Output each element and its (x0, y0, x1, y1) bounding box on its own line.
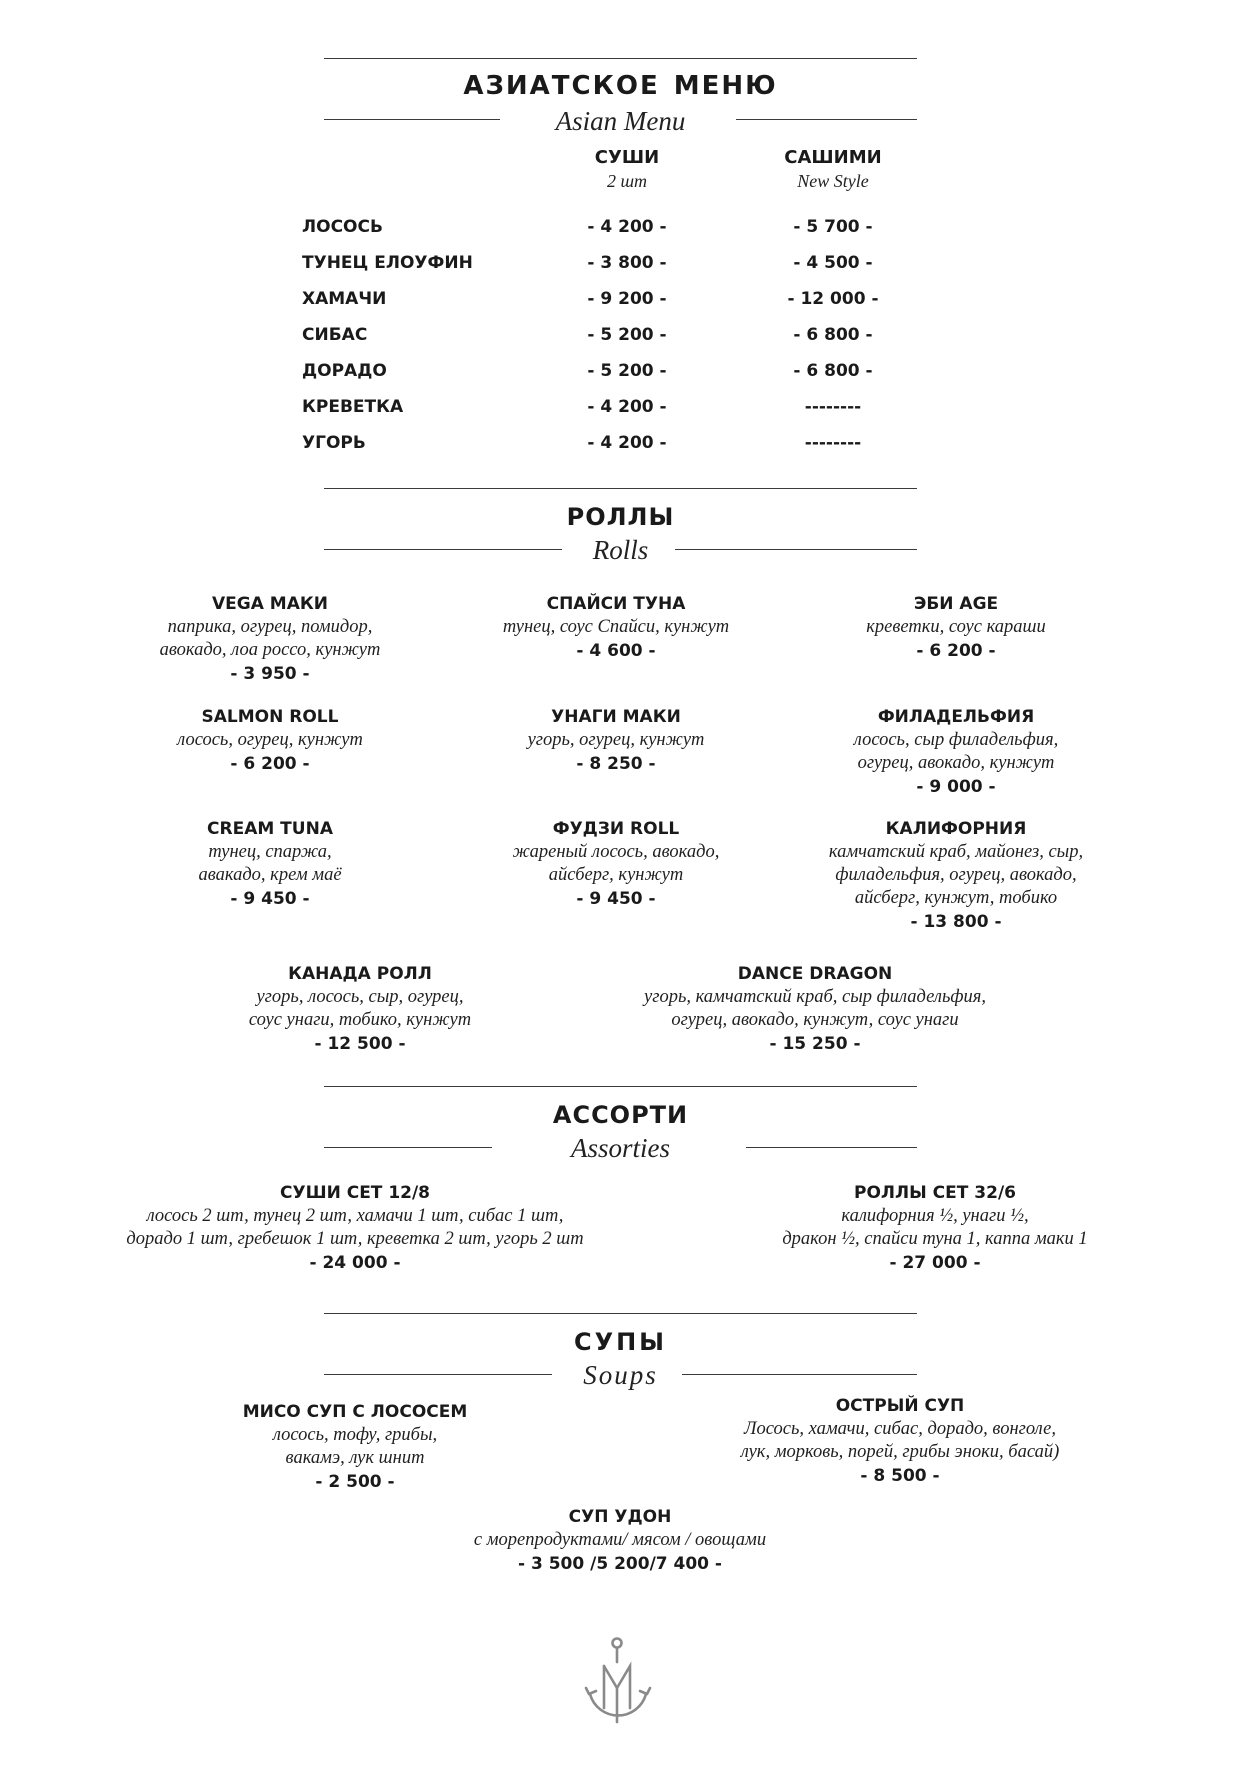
table-row-name: ТУНЕЦ ЕЛОУФИН (302, 253, 473, 273)
divider (324, 58, 917, 59)
item-price: - 3 500 /5 200/7 400 - (518, 1554, 722, 1574)
item-description: угорь, камчатский краб, сыр филадельфия, (644, 987, 986, 1007)
item-price: - 2 500 - (315, 1472, 395, 1492)
section-subtitle-assorti: Assorties (570, 1133, 670, 1163)
section-title-soups: СУПЫ (573, 1328, 668, 1356)
item-description: авокадо, лоа россо, кунжут (159, 640, 381, 660)
table-row-sushi-price: - 5 200 - (587, 325, 667, 345)
item-price: - 9 000 - (916, 777, 996, 797)
column-header-sashimi: САШИМИ (784, 147, 882, 168)
table-row-sushi-price: - 4 200 - (587, 217, 667, 237)
item-description: айсберг, кунжут, тобико (854, 888, 1058, 908)
item-name: КАЛИФОРНИЯ (885, 819, 1027, 839)
item-price: - 9 450 - (230, 889, 310, 909)
item-description: айсберг, кунжут (548, 865, 684, 885)
item-description: угорь, огурец, кунжут (527, 730, 705, 750)
column-subheader-sashimi: New Style (797, 171, 869, 191)
table-row-sashimi-price: - 6 800 - (793, 325, 873, 345)
divider (682, 1374, 917, 1375)
divider (324, 1086, 917, 1087)
item-price: - 9 450 - (576, 889, 656, 909)
item-price: - 3 950 - (230, 664, 310, 684)
item-description: лосось, сыр филадельфия, (853, 730, 1059, 750)
section-subtitle-asian: Asian Menu (555, 106, 686, 136)
table-row-sashimi-price: - 4 500 - (793, 253, 873, 273)
section-title-asian: АЗИАТСКОЕ МЕНЮ (463, 71, 778, 101)
table-row-name: ХАМАЧИ (302, 289, 387, 309)
item-name: СУП УДОН (568, 1507, 672, 1527)
divider (324, 1313, 917, 1314)
menu-item (466, 592, 766, 663)
section-title-rolls: РОЛЛЫ (566, 503, 675, 531)
table-row-sushi-price: - 5 200 - (587, 361, 667, 381)
section-subtitle-rolls: Rolls (592, 535, 649, 565)
item-description: калифорния ½, унаги ½, (841, 1206, 1029, 1226)
menu-item (420, 1505, 820, 1576)
item-price: - 4 600 - (576, 641, 656, 661)
item-name: КАНАДА РОЛЛ (288, 964, 432, 984)
item-price: - 27 000 - (889, 1253, 981, 1273)
item-description: паприка, огурец, помидор, (167, 617, 373, 637)
table-row-sushi-price: - 3 800 - (587, 253, 667, 273)
item-price: - 8 500 - (860, 1466, 940, 1486)
menu-item (190, 962, 530, 1056)
item-price: - 13 800 - (910, 912, 1002, 932)
item-name: ЭБИ AGE (913, 594, 999, 614)
item-description: дорадо 1 шт, гребешок 1 шт, креветка 2 шт, угорь 2 шт (126, 1229, 584, 1249)
item-description: камчатский краб, майонез, сыр, (828, 842, 1084, 862)
table-row-sashimi-price: - 12 000 - (787, 289, 879, 309)
item-name: МИСО СУП С ЛОСОСЕМ (242, 1402, 468, 1422)
section-subtitle-soups: Soups (583, 1360, 658, 1390)
item-description: огурец, авокадо, кунжут, соус унаги (671, 1010, 959, 1030)
item-name: УНАГИ МАКИ (551, 707, 681, 727)
item-price: - 15 250 - (769, 1034, 861, 1054)
table-row-sushi-price: - 4 200 - (587, 397, 667, 417)
item-description: лосось, огурец, кунжут (177, 730, 363, 750)
item-description: тунец, соус Спайси, кунжут (502, 617, 730, 637)
menu-item (786, 817, 1126, 934)
section-title-assorti: АССОРТИ (552, 1101, 689, 1129)
item-description: огурец, авокадо, кунжут (857, 753, 1055, 773)
menu-item (120, 592, 420, 686)
item-description: жареный лосось, авокадо, (512, 842, 720, 862)
table-row-sashimi-price: -------- (804, 397, 862, 417)
item-name: ФИЛАДЕЛЬФИЯ (877, 707, 1035, 727)
item-name: ФУДЗИ ROLL (552, 819, 680, 839)
divider (675, 549, 917, 550)
menu-item (75, 1181, 635, 1275)
item-name: DANCE DRAGON (737, 964, 893, 984)
divider (324, 488, 917, 489)
item-name: VEGA МАКИ (212, 594, 328, 614)
menu-item (466, 817, 766, 911)
item-name: CREAM TUNA (207, 819, 333, 839)
table-row-name: ДОРАДО (302, 361, 387, 381)
table-row-name: УГОРЬ (302, 433, 366, 453)
table-row-sushi-price: - 4 200 - (587, 433, 667, 453)
menu-item (735, 1181, 1135, 1275)
item-name: SALMON ROLL (201, 707, 339, 727)
table-row-sashimi-price: - 6 800 - (793, 361, 873, 381)
column-header-sushi: СУШИ (594, 147, 660, 168)
anchor-m-logo-icon (580, 1636, 660, 1736)
item-price: - 12 500 - (314, 1034, 406, 1054)
item-name: РОЛЛЫ СЕТ 32/6 (854, 1183, 1016, 1203)
item-price: - 6 200 - (916, 641, 996, 661)
item-description: угорь, лосось, сыр, огурец, (256, 987, 464, 1007)
item-description: креветки, соус караши (866, 617, 1046, 637)
divider (746, 1147, 917, 1148)
table-row-sashimi-price: - 5 700 - (793, 217, 873, 237)
item-description: вакамэ, лук шнит (285, 1448, 425, 1468)
divider (736, 119, 917, 120)
item-description: лук, морковь, порей, грибы эноки, басай) (740, 1442, 1060, 1462)
menu-item (700, 1394, 1100, 1488)
table-row-name: СИБАС (302, 325, 368, 345)
column-subheader-sushi: 2 шт (606, 171, 648, 191)
menu-item (190, 1400, 520, 1494)
table-row-name: ЛОСОСЬ (302, 217, 383, 237)
menu-item (806, 592, 1106, 663)
item-price: - 8 250 - (576, 754, 656, 774)
table-row-sushi-price: - 9 200 - (587, 289, 667, 309)
item-description: лосось, тофу, грибы, (272, 1425, 438, 1445)
item-name: СПАЙСИ ТУНА (546, 594, 686, 614)
item-name: ОСТРЫЙ СУП (835, 1396, 965, 1416)
menu-item (120, 705, 420, 776)
item-description: филадельфия, огурец, авокадо, (835, 865, 1077, 885)
table-row-sashimi-price: -------- (804, 433, 862, 453)
item-description: дракон ½, спайси туна 1, каппа маки 1 (782, 1229, 1088, 1249)
item-description: Лосось, хамачи, сибас, дорадо, вонголе, (743, 1419, 1057, 1439)
table-row-name: КРЕВЕТКА (302, 397, 404, 417)
item-description: с морепродуктами/ мясом / овощами (473, 1530, 767, 1550)
item-price: - 6 200 - (230, 754, 310, 774)
menu-item (466, 705, 766, 776)
item-description: соус унаги, тобико, кунжут (248, 1010, 472, 1030)
item-name: СУШИ СЕТ 12/8 (279, 1183, 431, 1203)
item-price: - 24 000 - (309, 1253, 401, 1273)
menu-item (806, 705, 1106, 799)
item-description: авакадо, крем маё (198, 865, 342, 885)
menu-item (120, 817, 420, 911)
menu-item (585, 962, 1045, 1056)
item-description: тунец, спаржа, (208, 842, 332, 862)
item-description: лосось 2 шт, тунец 2 шт, хамачи 1 шт, сибас 1 шт, (146, 1206, 564, 1226)
